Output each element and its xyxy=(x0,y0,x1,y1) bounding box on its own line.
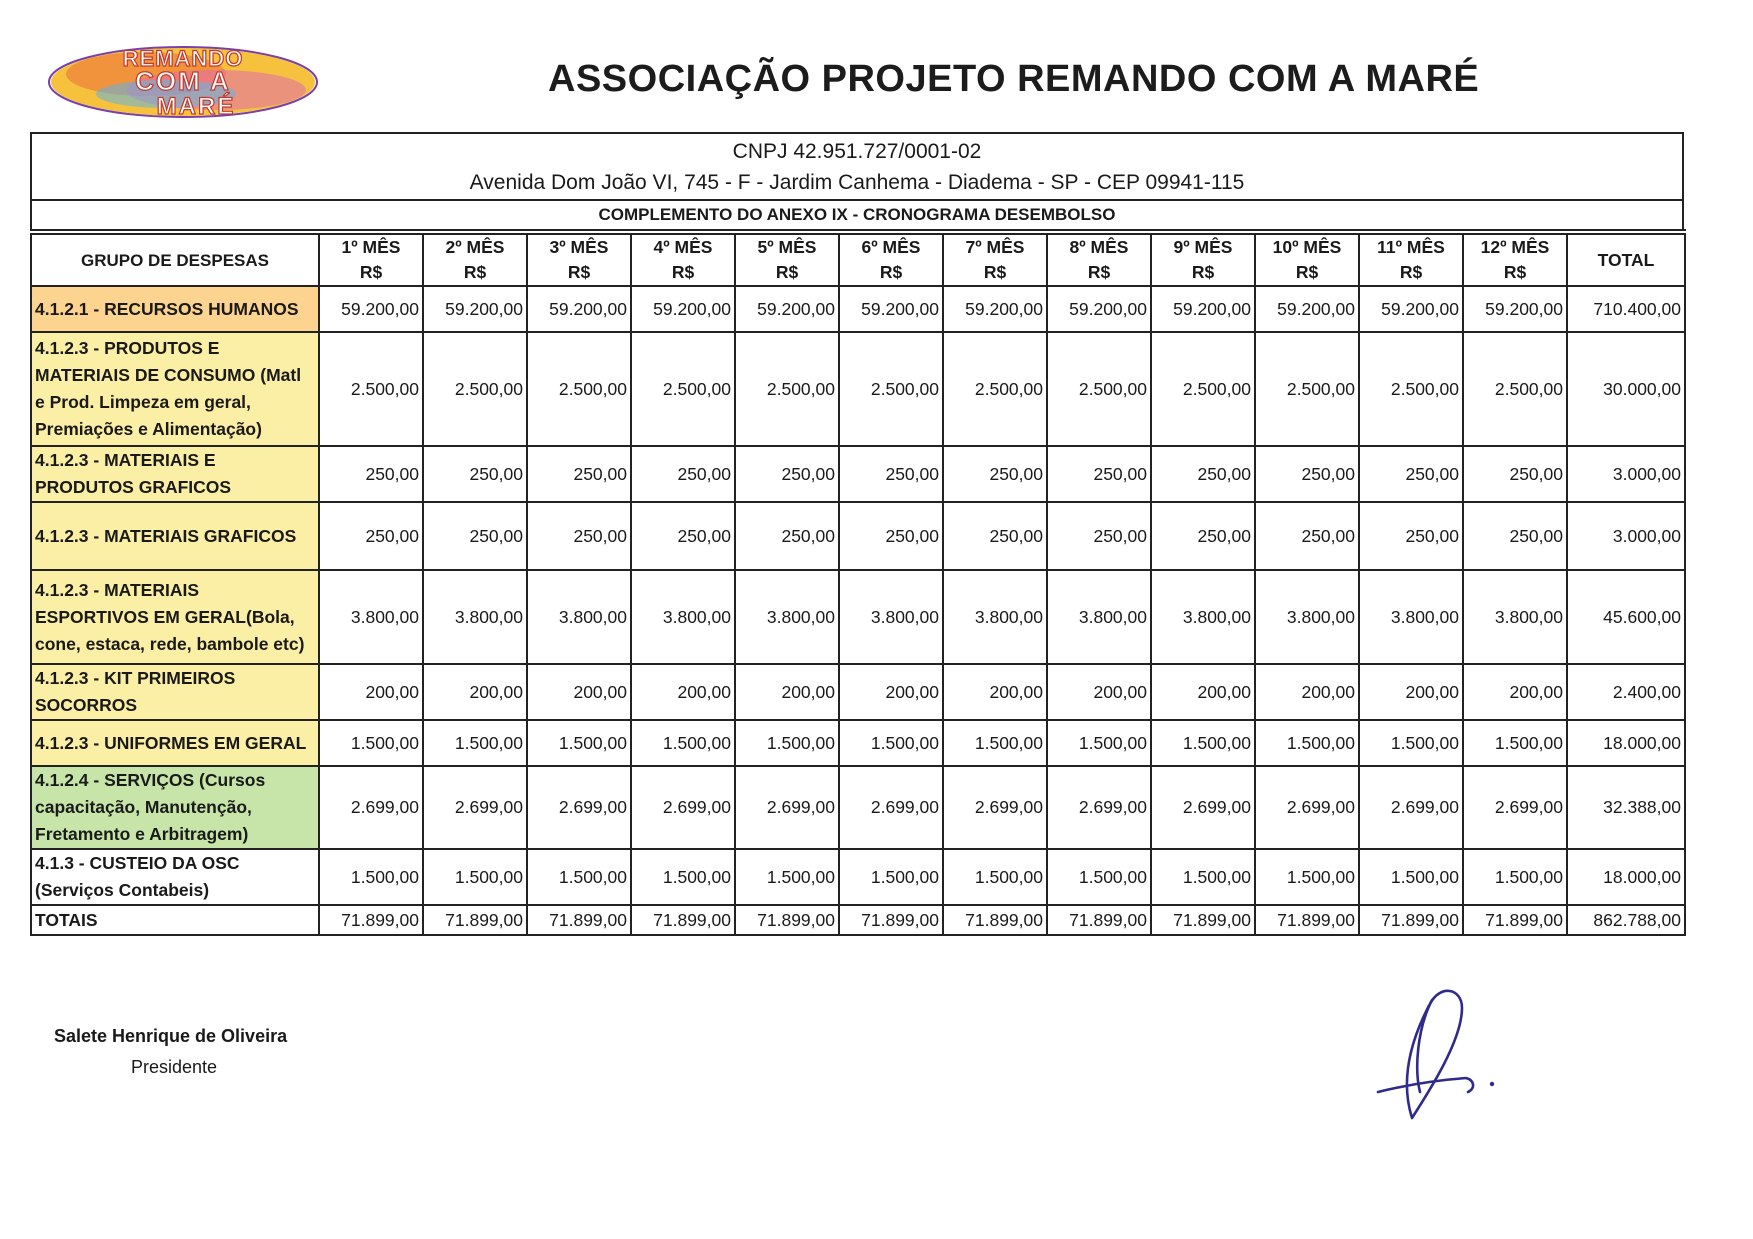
monthly-value: 1.500,00 xyxy=(1047,849,1151,905)
totals-value: 71.899,00 xyxy=(1255,905,1359,935)
monthly-value: 1.500,00 xyxy=(1255,720,1359,766)
monthly-value: 59.200,00 xyxy=(1463,286,1567,332)
monthly-value: 59.200,00 xyxy=(839,286,943,332)
table-row xyxy=(31,502,1685,570)
monthly-value: 1.500,00 xyxy=(839,720,943,766)
monthly-value: 2.500,00 xyxy=(943,332,1047,446)
monthly-value: 200,00 xyxy=(423,664,527,720)
monthly-value: 250,00 xyxy=(1047,502,1151,570)
row-total: 18.000,00 xyxy=(1567,849,1685,905)
table-row xyxy=(31,720,1685,766)
totals-value: 71.899,00 xyxy=(631,905,735,935)
monthly-value: 2.699,00 xyxy=(1255,766,1359,849)
monthly-value: 2.500,00 xyxy=(839,332,943,446)
monthly-value: 250,00 xyxy=(839,446,943,502)
monthly-value: 1.500,00 xyxy=(1255,849,1359,905)
row-total: 18.000,00 xyxy=(1567,720,1685,766)
expense-category: 4.1.2.3 - UNIFORMES EM GERAL xyxy=(31,720,319,766)
monthly-value: 1.500,00 xyxy=(631,849,735,905)
month-header: 4º MÊS R$ xyxy=(631,232,735,286)
row-total: 30.000,00 xyxy=(1567,332,1685,446)
monthly-value: 1.500,00 xyxy=(943,849,1047,905)
monthly-value: 59.200,00 xyxy=(319,286,423,332)
handwritten-signature xyxy=(1370,980,1510,1130)
monthly-value: 1.500,00 xyxy=(1359,849,1463,905)
totals-value: 71.899,00 xyxy=(1463,905,1567,935)
monthly-value: 2.500,00 xyxy=(1359,332,1463,446)
monthly-value: 250,00 xyxy=(631,446,735,502)
monthly-value: 250,00 xyxy=(1463,502,1567,570)
month-header: 8º MÊS R$ xyxy=(1047,232,1151,286)
table-row xyxy=(31,332,1685,446)
month-header: 11º MÊS R$ xyxy=(1359,232,1463,286)
monthly-value: 1.500,00 xyxy=(943,720,1047,766)
monthly-value: 2.699,00 xyxy=(527,766,631,849)
monthly-value: 2.699,00 xyxy=(423,766,527,849)
monthly-value: 200,00 xyxy=(943,664,1047,720)
group-header: GRUPO DE DESPESAS xyxy=(31,232,319,286)
monthly-value: 250,00 xyxy=(319,502,423,570)
cnpj-line: CNPJ 42.951.727/0001-02 xyxy=(732,140,982,163)
monthly-value: 250,00 xyxy=(943,446,1047,502)
monthly-value: 250,00 xyxy=(1359,446,1463,502)
monthly-value: 250,00 xyxy=(1151,446,1255,502)
monthly-value: 200,00 xyxy=(839,664,943,720)
month-header: 5º MÊS R$ xyxy=(735,232,839,286)
totals-value: 71.899,00 xyxy=(527,905,631,935)
row-total: 32.388,00 xyxy=(1567,766,1685,849)
monthly-value: 59.200,00 xyxy=(1255,286,1359,332)
monthly-value: 1.500,00 xyxy=(1151,849,1255,905)
grand-total: 862.788,00 xyxy=(1567,905,1685,935)
monthly-value: 2.699,00 xyxy=(319,766,423,849)
totals-value: 71.899,00 xyxy=(1047,905,1151,935)
table-body xyxy=(31,286,1685,905)
monthly-value: 200,00 xyxy=(1255,664,1359,720)
monthly-value: 250,00 xyxy=(1255,446,1359,502)
monthly-value: 1.500,00 xyxy=(735,849,839,905)
expense-category: 4.1.2.1 - RECURSOS HUMANOS xyxy=(31,286,319,332)
totals-value: 71.899,00 xyxy=(943,905,1047,935)
monthly-value: 1.500,00 xyxy=(319,849,423,905)
month-header: 1º MÊS R$ xyxy=(319,232,423,286)
monthly-value: 250,00 xyxy=(1255,502,1359,570)
monthly-value: 200,00 xyxy=(1463,664,1567,720)
totals-value: 71.899,00 xyxy=(839,905,943,935)
monthly-value: 3.800,00 xyxy=(735,570,839,664)
totals-label: TOTAIS xyxy=(31,905,319,935)
monthly-value: 59.200,00 xyxy=(943,286,1047,332)
monthly-value: 3.800,00 xyxy=(839,570,943,664)
svg-text:MARÉ: MARÉ xyxy=(156,93,236,120)
monthly-value: 250,00 xyxy=(319,446,423,502)
monthly-value: 2.500,00 xyxy=(1151,332,1255,446)
monthly-value: 59.200,00 xyxy=(423,286,527,332)
monthly-value: 1.500,00 xyxy=(631,720,735,766)
disbursement-sheet xyxy=(30,132,1684,936)
monthly-value: 59.200,00 xyxy=(735,286,839,332)
monthly-value: 200,00 xyxy=(1151,664,1255,720)
schedule-subtitle: COMPLEMENTO DO ANEXO IX - CRONOGRAMA DESEMBOLSO xyxy=(32,199,1682,229)
month-header: 2º MÊS R$ xyxy=(423,232,527,286)
monthly-value: 2.699,00 xyxy=(1047,766,1151,849)
monthly-value: 250,00 xyxy=(527,446,631,502)
monthly-value: 200,00 xyxy=(735,664,839,720)
monthly-value: 2.500,00 xyxy=(319,332,423,446)
monthly-value: 2.500,00 xyxy=(631,332,735,446)
month-header: 10º MÊS R$ xyxy=(1255,232,1359,286)
monthly-value: 2.699,00 xyxy=(839,766,943,849)
total-header: TOTAL xyxy=(1567,232,1685,286)
monthly-value: 3.800,00 xyxy=(1047,570,1151,664)
monthly-value: 200,00 xyxy=(527,664,631,720)
monthly-value: 1.500,00 xyxy=(527,720,631,766)
monthly-value: 2.699,00 xyxy=(1359,766,1463,849)
monthly-value: 250,00 xyxy=(735,446,839,502)
totals-value: 71.899,00 xyxy=(1359,905,1463,935)
month-header: 3º MÊS R$ xyxy=(527,232,631,286)
monthly-value: 1.500,00 xyxy=(1047,720,1151,766)
monthly-value: 200,00 xyxy=(1047,664,1151,720)
monthly-value: 59.200,00 xyxy=(527,286,631,332)
monthly-value: 2.500,00 xyxy=(735,332,839,446)
monthly-value: 250,00 xyxy=(839,502,943,570)
monthly-value: 2.500,00 xyxy=(1255,332,1359,446)
monthly-value: 2.699,00 xyxy=(1463,766,1567,849)
monthly-value: 250,00 xyxy=(1047,446,1151,502)
table-row xyxy=(31,664,1685,720)
monthly-value: 3.800,00 xyxy=(631,570,735,664)
month-header: 7º MÊS R$ xyxy=(943,232,1047,286)
expense-category: 4.1.2.4 - SERVIÇOS (Cursos capacitação, Manutenção, Fretamento e Arbitragem) xyxy=(31,766,319,849)
row-total: 710.400,00 xyxy=(1567,286,1685,332)
monthly-value: 1.500,00 xyxy=(839,849,943,905)
org-info-box xyxy=(30,132,1684,229)
svg-text:COM A: COM A xyxy=(135,66,231,96)
monthly-value: 2.699,00 xyxy=(631,766,735,849)
monthly-value: 3.800,00 xyxy=(423,570,527,664)
expense-category: 4.1.2.3 - MATERIAIS E PRODUTOS GRAFICOS xyxy=(31,446,319,502)
table-row xyxy=(31,570,1685,664)
monthly-value: 250,00 xyxy=(943,502,1047,570)
monthly-value: 3.800,00 xyxy=(943,570,1047,664)
signer-name: Salete Henrique de Oliveira xyxy=(54,1026,288,1046)
monthly-value: 1.500,00 xyxy=(1463,720,1567,766)
totals-row xyxy=(31,905,1685,935)
totals-value: 71.899,00 xyxy=(423,905,527,935)
monthly-value: 59.200,00 xyxy=(1047,286,1151,332)
monthly-value: 2.500,00 xyxy=(1463,332,1567,446)
monthly-value: 2.699,00 xyxy=(1151,766,1255,849)
monthly-value: 59.200,00 xyxy=(1359,286,1463,332)
monthly-value: 250,00 xyxy=(1359,502,1463,570)
monthly-value: 250,00 xyxy=(1151,502,1255,570)
expense-category: 4.1.2.3 - PRODUTOS E MATERIAIS DE CONSUMO (Matl e Prod. Limpeza em geral, Premiações e Alimentação) xyxy=(31,332,319,446)
table-row xyxy=(31,286,1685,332)
month-header: 12º MÊS R$ xyxy=(1463,232,1567,286)
row-total: 2.400,00 xyxy=(1567,664,1685,720)
expense-category: 4.1.3 - CUSTEIO DA OSC (Serviços Contabeis) xyxy=(31,849,319,905)
monthly-value: 1.500,00 xyxy=(423,849,527,905)
monthly-value: 2.500,00 xyxy=(1047,332,1151,446)
monthly-value: 250,00 xyxy=(1463,446,1567,502)
table-header-row xyxy=(31,232,1685,286)
monthly-value: 2.500,00 xyxy=(527,332,631,446)
totals-value: 71.899,00 xyxy=(735,905,839,935)
monthly-value: 200,00 xyxy=(1359,664,1463,720)
monthly-value: 1.500,00 xyxy=(1359,720,1463,766)
monthly-value: 1.500,00 xyxy=(527,849,631,905)
disbursement-table xyxy=(30,229,1686,936)
monthly-value: 250,00 xyxy=(423,446,527,502)
totals-value: 71.899,00 xyxy=(1151,905,1255,935)
expense-category: 4.1.2.3 - MATERIAIS ESPORTIVOS EM GERAL(Bola, cone, estaca, rede, bambole etc) xyxy=(31,570,319,664)
monthly-value: 250,00 xyxy=(527,502,631,570)
monthly-value: 2.699,00 xyxy=(735,766,839,849)
totals-value: 71.899,00 xyxy=(319,905,423,935)
expense-category: 4.1.2.3 - MATERIAIS GRAFICOS xyxy=(31,502,319,570)
row-total: 3.000,00 xyxy=(1567,502,1685,570)
monthly-value: 1.500,00 xyxy=(319,720,423,766)
monthly-value: 3.800,00 xyxy=(527,570,631,664)
monthly-value: 3.800,00 xyxy=(319,570,423,664)
expense-category: 4.1.2.3 - KIT PRIMEIROS SOCORROS xyxy=(31,664,319,720)
monthly-value: 59.200,00 xyxy=(631,286,735,332)
monthly-value: 1.500,00 xyxy=(1151,720,1255,766)
monthly-value: 1.500,00 xyxy=(423,720,527,766)
monthly-value: 2.699,00 xyxy=(943,766,1047,849)
monthly-value: 200,00 xyxy=(631,664,735,720)
monthly-value: 3.800,00 xyxy=(1151,570,1255,664)
monthly-value: 1.500,00 xyxy=(1463,849,1567,905)
table-row xyxy=(31,766,1685,849)
remando-com-a-mare-logo xyxy=(46,42,321,120)
monthly-value: 250,00 xyxy=(631,502,735,570)
monthly-value: 1.500,00 xyxy=(735,720,839,766)
row-total: 45.600,00 xyxy=(1567,570,1685,664)
page-title: ASSOCIAÇÃO PROJETO REMANDO COM A MARÉ xyxy=(548,58,1480,100)
table-row xyxy=(31,446,1685,502)
signer-role: Presidente xyxy=(131,1057,218,1077)
svg-text:REMANDO: REMANDO xyxy=(122,46,244,71)
monthly-value: 2.500,00 xyxy=(423,332,527,446)
monthly-value: 3.800,00 xyxy=(1463,570,1567,664)
monthly-value: 59.200,00 xyxy=(1151,286,1255,332)
month-header: 6º MÊS R$ xyxy=(839,232,943,286)
table-row xyxy=(31,849,1685,905)
address-line: Avenida Dom João VI, 745 - F - Jardim Canhema - Diadema - SP - CEP 09941-115 xyxy=(469,171,1245,194)
monthly-value: 250,00 xyxy=(735,502,839,570)
monthly-value: 250,00 xyxy=(423,502,527,570)
row-total: 3.000,00 xyxy=(1567,446,1685,502)
monthly-value: 200,00 xyxy=(319,664,423,720)
month-header: 9º MÊS R$ xyxy=(1151,232,1255,286)
monthly-value: 3.800,00 xyxy=(1359,570,1463,664)
monthly-value: 3.800,00 xyxy=(1255,570,1359,664)
